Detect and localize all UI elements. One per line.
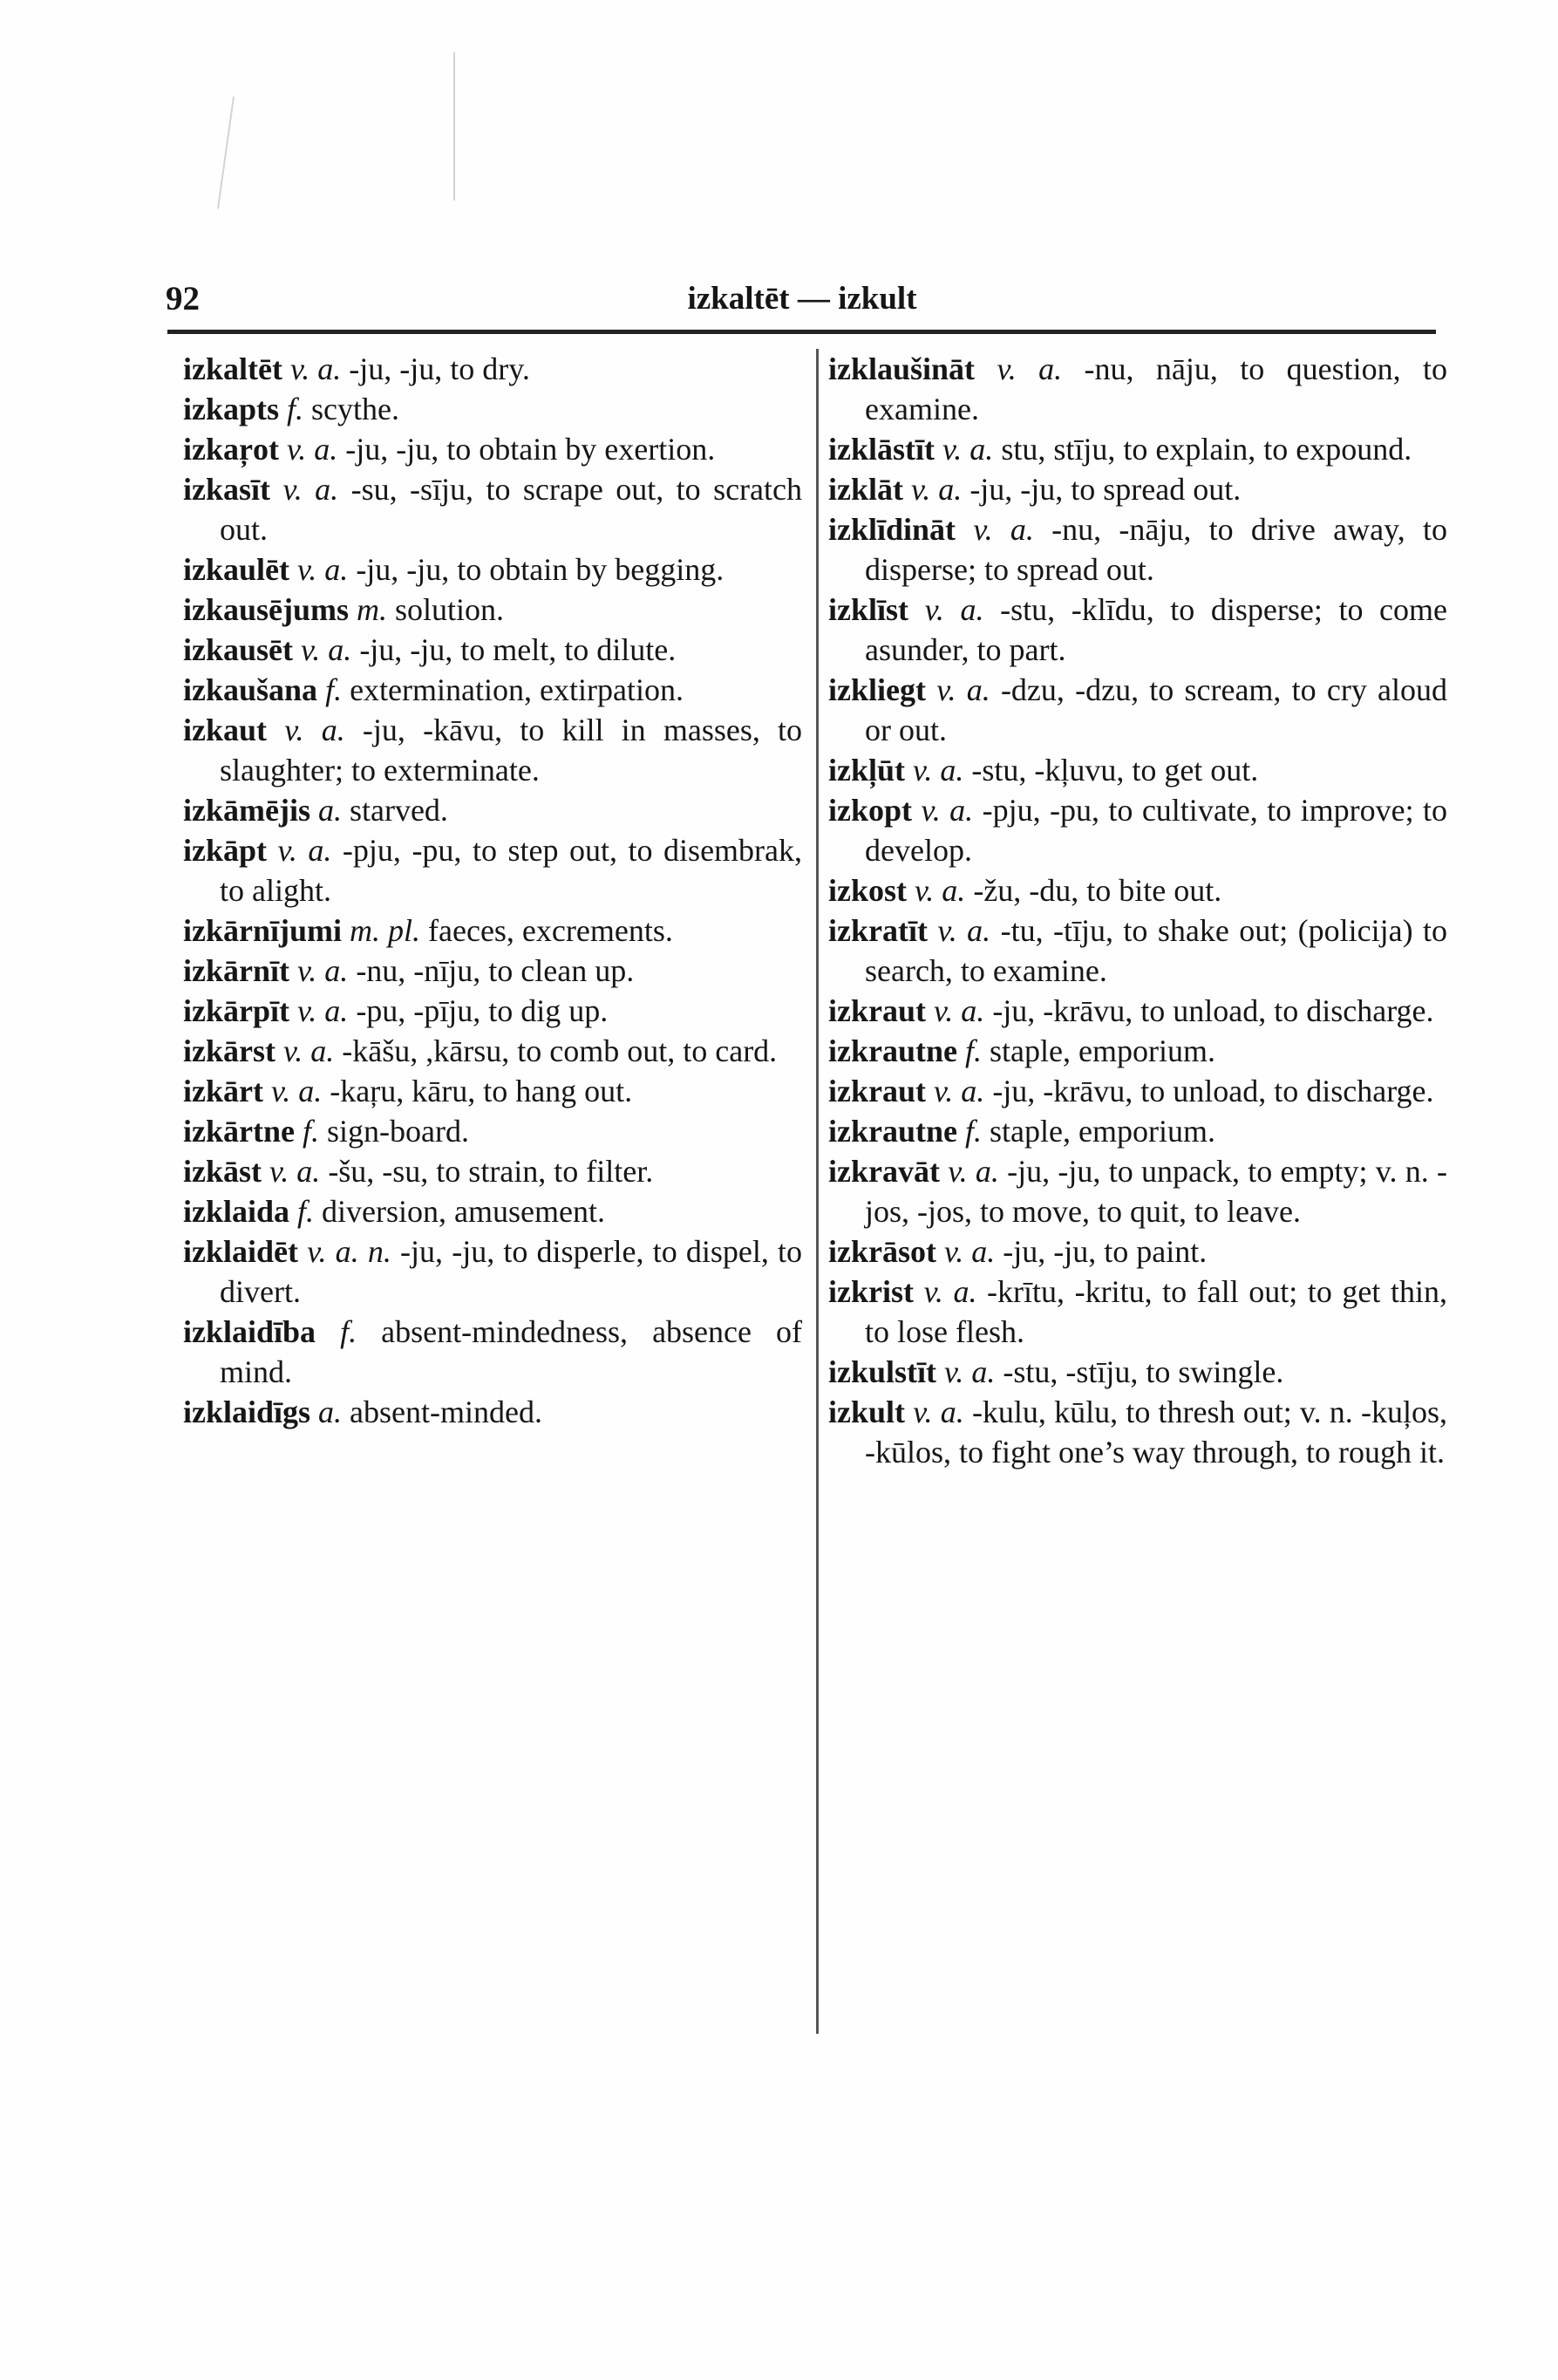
entry-headword: izkārpīt [183, 993, 289, 1028]
dictionary-entry [183, 1312, 802, 1392]
dictionary-entry [183, 1231, 802, 1312]
entry-grammar: f. [325, 672, 343, 707]
entry-definition: starved. [349, 793, 448, 828]
dictionary-entry [183, 710, 802, 790]
entry-grammar: v. a. [944, 1354, 996, 1389]
entry-definition: -tu, -tīju, to shake out; (policija) to search, to examine. [865, 913, 1448, 988]
entry-definition: stu, stīju, to explain, to expound. [1001, 432, 1412, 467]
dictionary-entry [828, 1272, 1447, 1352]
column-divider [816, 349, 819, 2034]
left-column [183, 349, 802, 1432]
entry-grammar: v. a. [934, 993, 985, 1028]
scan-artifact-line [453, 52, 455, 201]
dictionary-entry [183, 429, 802, 469]
entry-definition: staple, emporium. [990, 1114, 1215, 1149]
entry-grammar: v. a. [924, 592, 984, 627]
dictionary-entry [828, 910, 1447, 991]
entry-grammar: m. pl. [350, 913, 421, 948]
entry-headword: izkapts [183, 392, 280, 426]
entry-definition: -su, -sīju, to scrape out, to scratch out. [220, 472, 802, 547]
dictionary-entry [183, 670, 802, 710]
entry-definition: sign-board. [326, 1114, 469, 1149]
entry-definition: -ju, -ju, to paint. [1003, 1234, 1208, 1269]
entry-headword: izkliegt [828, 672, 926, 707]
entry-grammar: v. a. [277, 833, 332, 868]
entry-definition: -ju, -kāvu, to kill in masses, to slaughter; to exterminate. [220, 713, 803, 788]
entry-definition: absent-mindedness, absence of mind. [220, 1314, 802, 1389]
entry-grammar: v. a. [936, 672, 990, 707]
entry-headword: izkopt [828, 793, 913, 828]
entry-headword: izkratīt [828, 913, 928, 948]
dictionary-entry [183, 1392, 802, 1432]
entry-headword: izkulstīt [828, 1354, 937, 1389]
dictionary-entry [828, 590, 1447, 670]
entry-grammar: v. a. [282, 1033, 335, 1068]
entry-headword: izkraut [828, 1074, 926, 1108]
entry-grammar: v. a. [915, 873, 966, 908]
entry-grammar: f. [287, 392, 304, 426]
entry-grammar: v. a. [911, 472, 963, 507]
scan-artifact-line [217, 96, 235, 208]
entry-grammar: v. a. [297, 953, 349, 988]
dictionary-entry [183, 1191, 802, 1231]
entry-headword: izkost [828, 873, 907, 908]
dictionary-entry [183, 1151, 802, 1191]
entry-headword: izkrautne [828, 1114, 957, 1149]
entry-grammar: v. a. [923, 1274, 977, 1309]
entry-grammar: f. [302, 1114, 319, 1149]
dictionary-entry [183, 469, 802, 549]
entry-headword: izklaušināt [828, 351, 976, 386]
entry-headword: izkāpt [183, 833, 268, 868]
dictionary-entry [828, 1031, 1447, 1071]
entry-definition: -kāšu, ,kārsu, to comb out, to card. [342, 1033, 778, 1068]
entry-headword: izkult [828, 1395, 906, 1429]
page-header [166, 277, 1439, 321]
dictionary-entry [828, 1352, 1447, 1392]
dictionary-entry [828, 349, 1447, 429]
entry-definition: -ju, -ju, to obtain by exertion. [345, 432, 716, 467]
entry-grammar: v. a. [934, 1074, 985, 1108]
entry-headword: izkaut [183, 713, 268, 747]
entry-grammar: v. a. [937, 913, 991, 948]
dictionary-entry [183, 349, 802, 389]
entry-grammar: v. a. [913, 1395, 964, 1429]
entry-definition: diversion, amusement. [322, 1194, 605, 1229]
entry-headword: izkausējums [183, 592, 350, 627]
entry-grammar: v. a. [943, 1234, 996, 1269]
dictionary-entry [183, 830, 802, 910]
entry-headword: izkausēt [183, 632, 293, 667]
dictionary-entry [183, 1111, 802, 1151]
entry-headword: izkāmējis [183, 793, 310, 828]
entry-headword: izklīdināt [828, 512, 956, 547]
entry-definition: faeces, excrements. [428, 913, 673, 948]
entry-headword: izkļūt [828, 753, 906, 788]
entry-headword: izkaŗot [183, 432, 279, 467]
entry-definition: -ju, -ju, to obtain by begging. [356, 552, 725, 587]
entry-headword: izklaida [183, 1194, 290, 1229]
dictionary-entry [183, 630, 802, 670]
entry-grammar: v. a. [297, 993, 349, 1028]
entry-definition: -žu, -du, to bite out. [973, 873, 1222, 908]
entry-grammar: m. [357, 592, 388, 627]
header-rule [167, 330, 1436, 334]
entry-headword: izkārnīt [183, 953, 289, 988]
dictionary-entry [183, 951, 802, 991]
entry-grammar: v. a. [301, 632, 352, 667]
entry-definition: -nu, -nāju, to drive away, to disperse; to spread out. [865, 512, 1448, 587]
entry-grammar: v. a. [997, 351, 1063, 386]
entry-definition: -ju, -krāvu, to unload, to discharge. [992, 993, 1434, 1028]
dictionary-entry [828, 509, 1447, 590]
entry-grammar: v. a. [921, 793, 974, 828]
entry-headword: izklāt [828, 472, 903, 507]
running-head: izkaltēt — izkult [687, 281, 917, 317]
entry-grammar: v. a. [948, 1154, 999, 1189]
entry-definition: -kaŗu, kāru, to hang out. [330, 1074, 633, 1108]
entry-definition: -ju, -ju, to dry. [349, 351, 530, 386]
entry-grammar: f. [340, 1314, 357, 1349]
entry-headword: izklīst [828, 592, 909, 627]
entry-definition: -pju, -pu, to cultivate, to improve; to develop. [865, 793, 1448, 868]
entry-definition: -nu, nāju, to question, to examine. [865, 351, 1448, 426]
entry-definition: extermination, extirpation. [350, 672, 684, 707]
dictionary-entry [183, 389, 802, 429]
dictionary-entry [828, 1111, 1447, 1151]
entry-definition: -stu, -kļuvu, to get out. [971, 753, 1259, 788]
entry-definition: -nu, -nīju, to clean up. [356, 953, 635, 988]
dictionary-entry [828, 1392, 1447, 1472]
dictionary-entry [828, 870, 1447, 910]
entry-headword: izklaidēt [183, 1234, 298, 1269]
entry-headword: izkravāt [828, 1154, 940, 1189]
dictionary-entry [183, 1071, 802, 1111]
entry-definition: -stu, -klīdu, to disperse; to come asunder, to part. [865, 592, 1447, 667]
entry-headword: izklaidīgs [183, 1395, 311, 1429]
dictionary-entry [828, 1231, 1447, 1272]
entry-definition: -pju, -pu, to step out, to disembrak, to alight. [220, 833, 803, 908]
entry-grammar: f. [965, 1033, 983, 1068]
entry-headword: izkaulēt [183, 552, 289, 587]
entry-definition: solution. [395, 592, 505, 627]
entry-headword: izkrautne [828, 1033, 957, 1068]
entry-definition: -ju, -ju, to spread out. [969, 472, 1242, 507]
dictionary-entry [828, 991, 1447, 1031]
entry-grammar: v. a. [282, 472, 339, 507]
entry-grammar: v. a. [286, 432, 338, 467]
entry-grammar: v. a. [289, 351, 342, 386]
entry-grammar: v. a. [297, 552, 349, 587]
entry-headword: izkrist [828, 1274, 914, 1309]
entry-definition: -šu, -su, to strain, to filter. [328, 1154, 654, 1189]
dictionary-entry [828, 670, 1447, 750]
entry-definition: -ju, -krāvu, to unload, to discharge. [992, 1074, 1434, 1108]
entry-headword: izklāstīt [828, 432, 935, 467]
entry-definition: -krītu, -kritu, to fall out; to get thin, to lose flesh. [865, 1274, 1447, 1349]
entry-grammar: f. [297, 1194, 315, 1229]
dictionary-entry [183, 1031, 802, 1071]
entry-headword: izkasīt [183, 472, 271, 507]
entry-definition: -kulu, kūlu, to thresh out; v. n. -kuļos, -kūlos, to fight one’s way through, to rough it. [865, 1395, 1447, 1470]
entry-grammar: v. a. n. [307, 1234, 391, 1269]
entry-definition: scythe. [311, 392, 400, 426]
entry-headword: izkaušana [183, 672, 318, 707]
entry-grammar: f. [965, 1114, 983, 1149]
entry-grammar: v. a. [269, 1154, 321, 1189]
entry-definition: -pu, -pīju, to dig up. [356, 993, 609, 1028]
dictionary-entry [828, 750, 1447, 790]
entry-grammar: v. a. [973, 512, 1034, 547]
entry-headword: izkārt [183, 1074, 263, 1108]
entry-definition: -ju, -ju, to melt, to dilute. [359, 632, 677, 667]
entry-grammar: a. [317, 793, 342, 828]
entry-headword: izkārtne [183, 1114, 295, 1149]
entry-grammar: v. a. [942, 432, 994, 467]
dictionary-entry [828, 469, 1447, 509]
dictionary-entry [828, 1071, 1447, 1111]
entry-headword: izkaltēt [183, 351, 282, 386]
right-column [828, 349, 1447, 1472]
entry-headword: izkrāsot [828, 1234, 936, 1269]
entry-headword: izkārst [183, 1033, 276, 1068]
entry-headword: izkārnījumi [183, 913, 343, 948]
dictionary-entry [183, 590, 802, 630]
entry-grammar: a. [318, 1395, 343, 1429]
entry-grammar: v. a. [913, 753, 964, 788]
entry-definition: -ju, -ju, to disperle, to dispel, to divert. [220, 1234, 803, 1309]
dictionary-entry [183, 910, 802, 951]
entry-definition: -dzu, -dzu, to scream, to cry aloud or out. [865, 672, 1448, 747]
entry-headword: izkraut [828, 993, 926, 1028]
entry-grammar: v. a. [284, 713, 345, 747]
entry-definition: staple, emporium. [990, 1033, 1215, 1068]
entry-definition: -stu, -stīju, to swingle. [1003, 1354, 1284, 1389]
entry-definition: absent-minded. [350, 1395, 542, 1429]
entry-headword: izklaidība [183, 1314, 316, 1349]
page-number: 92 [166, 280, 200, 317]
dictionary-entry [183, 549, 802, 590]
entry-headword: izkāst [183, 1154, 262, 1189]
dictionary-entry [828, 429, 1447, 469]
dictionary-entry [828, 790, 1447, 870]
dictionary-entry [183, 991, 802, 1031]
dictionary-entry [828, 1151, 1447, 1231]
dictionary-entry [183, 790, 802, 830]
entry-grammar: v. a. [270, 1074, 323, 1108]
entry-definition: -ju, -ju, to unpack, to empty; v. n. -jos, -jos, to move, to quit, to leave. [865, 1154, 1448, 1229]
